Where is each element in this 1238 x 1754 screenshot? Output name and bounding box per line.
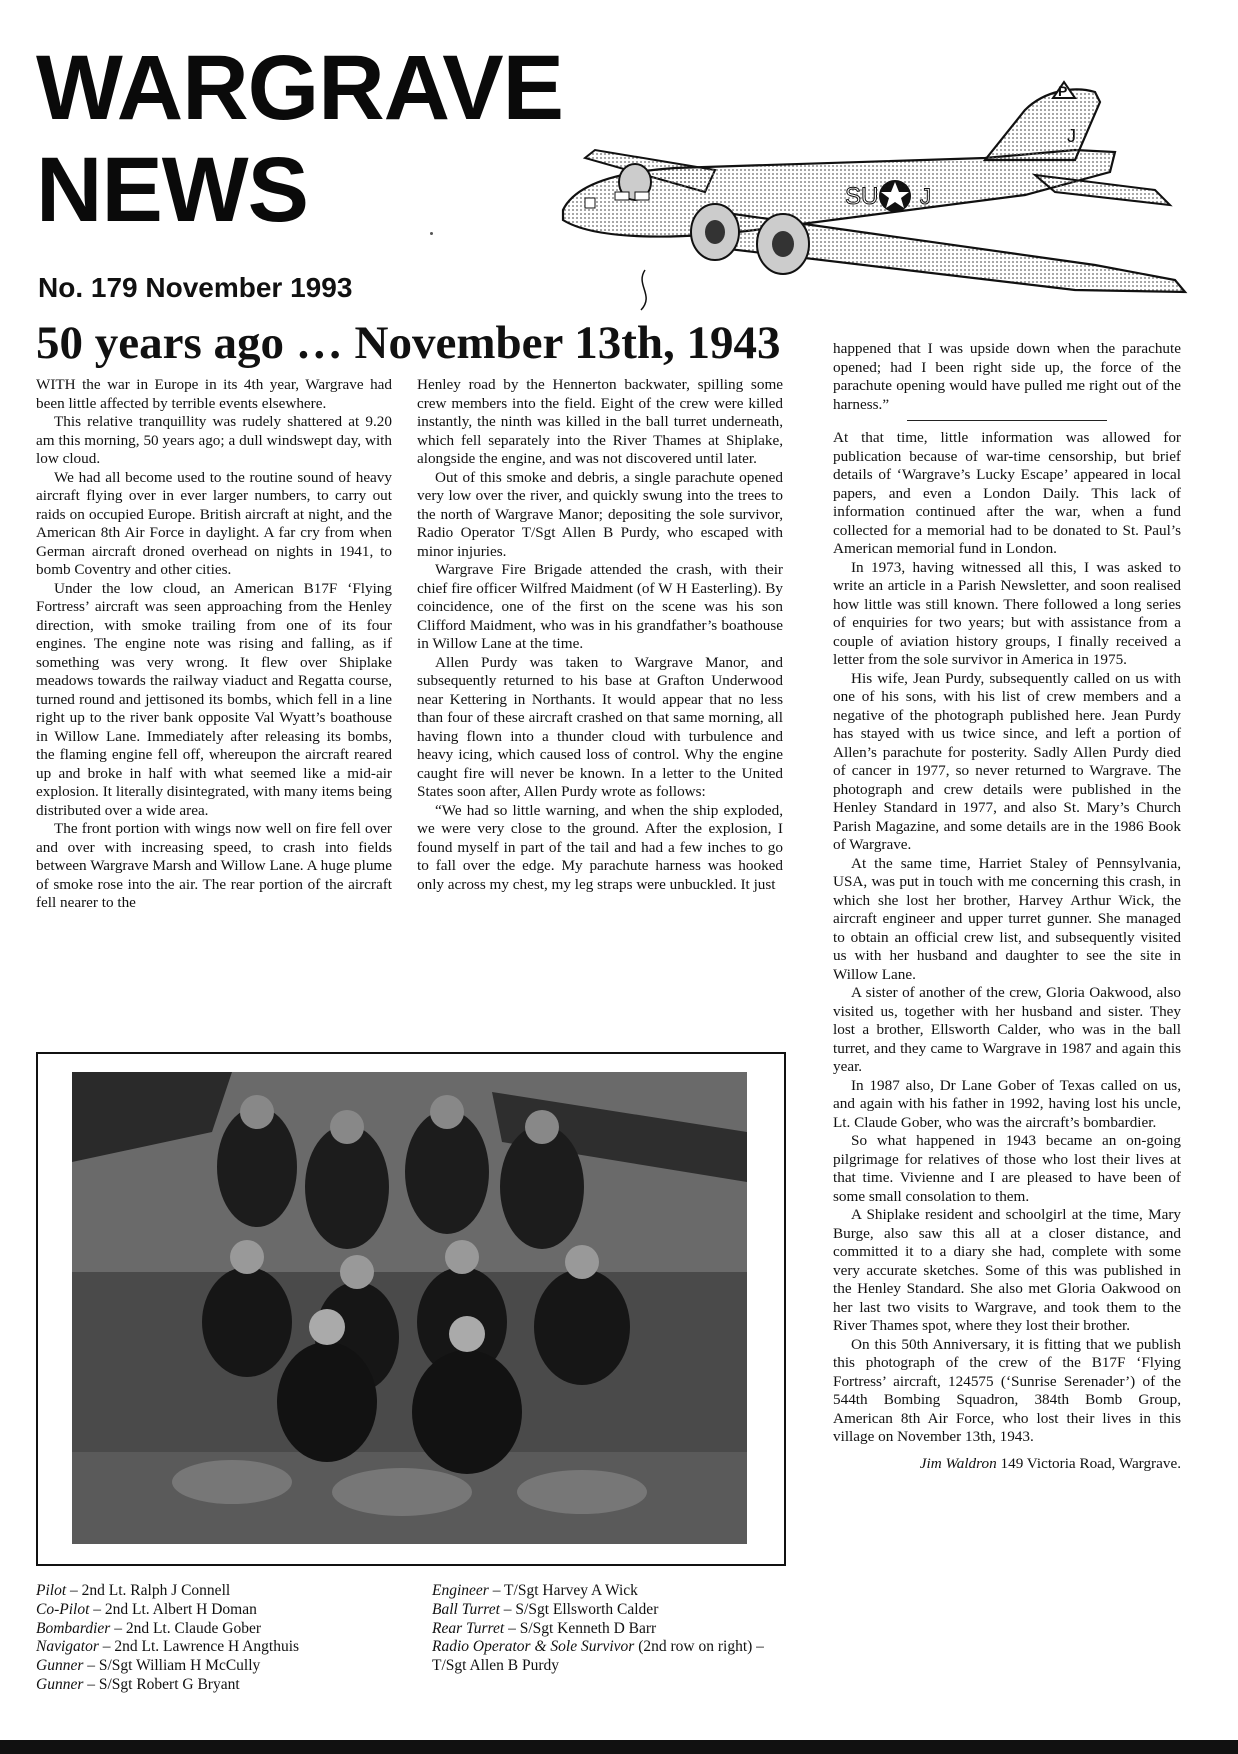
paragraph: A sister of another of the crew, Gloria Oakwood, also visited us, together with her husband and sister. They lost a brother, Ellsworth Calder, who was in the ball turret, and they came to Wargrave in 1987 and again this year. [833,984,1181,1075]
signature [833,1455,1181,1474]
caption-name: – 2nd Lt. Claude Gober [110,1619,262,1637]
caption-name: – 2nd Lt. Ralph J Connell [66,1582,231,1599]
fuselage-code: SU [845,183,879,210]
caption-role: Gunner [36,1657,84,1675]
caption-line [36,1657,396,1676]
caption-line [432,1582,792,1601]
fuselage-letter: J [920,184,931,209]
paragraph: Under the low cloud, an American B17F ‘Flying Fortress’ aircraft was seen approaching from the Henley direction, with smoke trailing from one of its four engines. The engine note was rising and falling, as if something was very wrong. It flew over Shiplake meadows towards the railway viaduct and Regatta course, turned round and jettisoned its bombs, which fell in a line right up to the river bank opposite Val Wyatt’s boathouse in Willow Lane. Immediately after releasing its bombs, the flaming engine fell off, whereupon the aircraft reared up and broke in half with what seemed like a mid-air explosion. It literally disintegrated, with many items being distributed over a wide area. [36,579,392,819]
paragraph: In 1973, having witnessed all this, I was asked to write an article in a Parish Newsletter, and soon realised how little was still known. There followed a long series of enquiries for two years; but with assistance from a couple of aviation history groups, I finally received a letter from the sole survivor in America in 1975. [833,558,1181,668]
caption-role: Navigator [36,1638,99,1656]
issue-line: No. 179 November 1993 [38,272,353,303]
paragraph: A Shiplake resident and schoolgirl at the time, Mary Burge, also saw this all at a closer distance, and committed it to a diary she had, complete with some very accurate sketches. Some of this was published in the Henley Standard. She also met Gloria Oakwood on her last two visits to Wargrave, and took them to the River Thames spot, where they lost their brother. [833,1206,1181,1334]
article-column-1 [36,376,392,913]
article-column-2 [417,376,783,894]
caption-line [432,1601,792,1620]
caption-name: – 2nd Lt. Albert H Doman [89,1600,257,1618]
headline: 50 years ago … November 13th, 1943 [36,317,781,369]
caption-line [432,1638,792,1676]
paragraph: At that time, little information was allowed for publication because of war-time censorship, but brief details of ‘Wargrave’s Lucky Escape’ appeared in local papers, and even a London Daily. This lack of information continued after the war, when a fund collected for a memorial had to be donated to St. Paul’s American memorial fund in London. [833,429,1181,557]
b17-plane-illustration [555,80,1195,330]
caption-role: Ball Turret [432,1600,500,1618]
tail-letter: P [1058,83,1068,99]
paragraph: In 1987 also, Dr Lane Gober of Texas called on us, and again with his father in 1992, having lost his uncle, Lt. Claude Gober, who was the aircraft’s bombardier. [833,1076,1181,1131]
paragraph: “We had so little warning, and when the ship exploded, we were very close to the ground. After the explosion, I found myself in part of the tail and had a few inches to go to fall over the edge. My parachute harness was hooked only across my chest, my leg straps were unbuckled. It just [417,801,783,893]
paragraph: happened that I was upside down when the parachute opened; had I been right side up, the force of the parachute opening would have pulled me right out of the harness.” [833,340,1181,413]
paragraph: The front portion with wings now well on fire fell over and over with increasing speed, to crash into fields between Wargrave Marsh and Willow Lane. A huge plume of smoke rose into the air. The rear portion of the aircraft fell nearer to the [36,820,392,911]
caption-name: – S/Sgt Robert G Bryant [83,1675,240,1693]
caption-right [432,1582,792,1676]
paragraph: Wargrave Fire Brigade attended the crash, with their chief fire officer Wilfred Maidment (of W H Easterling). By coincidence, one of the first on the scene was his son Clifford Maidment, who was in his grandfather’s boathouse in Willow Lane at the time. [417,561,783,652]
caption-name: – 2nd Lt. Lawrence H Angthuis [98,1638,300,1656]
paragraph: At the same time, Harriet Staley of Pennsylvania, USA, was put in touch with me concerning this crash, in which she lost her brother, Harvey Arthur Wick, the aircraft engineer and upper turret gunner. She managed to obtain an official crew list, and subsequently visited us with her husband and daughter to see the site in Willow Lane. [833,854,1181,983]
paragraph: His wife, Jean Purdy, subsequently called on us with one of his sons, with his list of crew members and a negative of the photograph published here. Jean Purdy has stayed with us twice since, and left a portion of Allen’s parachute for posterity. Sadly Allen Purdy died of cancer in 1977, so never returned to Wargrave. The photograph and crew details were published in the Henley Standard in 1977, and also St. Mary’s Church Parish Magazine, and some details are in the 1986 Book of Wargrave. [833,669,1181,853]
caption-role: Pilot [36,1582,67,1599]
caption-name: – S/Sgt Ellsworth Calder [499,1600,659,1618]
signature-name: Jim Waldron [919,1454,997,1472]
divider [907,420,1107,421]
paragraph: We had all become used to the routine sound of heavy aircraft flying over in ever larger numbers, to carry out raids on occupied Europe. British aircraft at night, and the American 8th Air Force in daylight. A far cry from when German aircraft droned overhead on nights in 1941, to bomb Coventry and other cities. [36,468,392,578]
caption-role: Radio Operator & Sole Survivor [432,1638,635,1656]
masthead [36,37,563,241]
caption-name: – S/Sgt William H McCully [83,1657,261,1675]
caption-line [36,1676,396,1695]
print-speck [430,232,433,235]
paragraph: Allen Purdy was taken to Wargrave Manor, and subsequently returned to his base at Grafton Underwood near Kettering in Northants. It would appear that no less than four of these aircraft crashed on that same morning, all having flown into a thunder cloud with turbulence and heavy icing, which caused loss of control. Why the engine caught fire will never be known. In a letter to the United States soon after, Allen Purdy wrote as follows: [417,653,783,800]
masthead-line1: WARGRAVE [36,37,563,139]
caption-role: Co-Pilot [36,1600,90,1618]
caption-name: – T/Sgt Harvey A Wick [488,1582,638,1599]
caption-line [432,1620,792,1639]
caption-line [36,1582,396,1601]
caption-name: (2nd row on right) – T/Sgt Allen B Purdy [432,1638,764,1675]
paragraph: Out of this smoke and debris, a single parachute opened very low over the river, and quickly swung into the trees to the north of Wargrave Manor; depositing the sole survivor, Radio Operator T/Sgt Allen B Purdy, who escaped with minor injuries. [417,468,783,560]
caption-role: Rear Turret [432,1619,505,1637]
caption-line [36,1638,396,1657]
signature-address: 149 Victoria Road, Wargrave. [996,1454,1181,1472]
tail-code: J [1067,126,1076,146]
paragraph: This relative tranquillity was rudely shattered at 9.20 am this morning, 50 years ago; a dull windswept day, with low cloud. [36,413,392,467]
paragraph: WITH the war in Europe in its 4th year, Wargrave had been little affected by terrible events elsewhere. [36,376,392,412]
article-column-3 [833,340,1181,1473]
paragraph: Henley road by the Hennerton backwater, spilling some crew members into the field. Eight of the crew were killed instantly, the ninth was killed in the ball turret underneath, which fell separately into the River Thames at Shiplake, alongside the engine, and was not discovered until later. [417,376,783,467]
caption-left [36,1582,396,1695]
caption-line [36,1620,396,1639]
paragraph: On this 50th Anniversary, it is fitting that we publish this photograph of the crew of the B17F ‘Flying Fortress’ aircraft, 124575 (‘Sunrise Serenader’) of the 544th Bombing Squadron, 384th Bomb Group, American 8th Air Force, who lost their lives in this village on November 13th, 1943. [833,1335,1181,1445]
masthead-line2: NEWS [36,139,308,241]
caption-line [36,1601,396,1620]
crew-photo-frame [36,1052,786,1566]
caption-role: Engineer [432,1582,489,1599]
scan-edge-bar [0,1740,1238,1754]
paragraph: So what happened in 1943 became an on-going pilgrimage for relatives of those who lost their lives at that time. Vivienne and I are pleased to have been of some small consolation to them. [833,1132,1181,1205]
caption-role: Gunner [36,1675,84,1693]
caption-role: Bombardier [36,1619,111,1637]
caption-name: – S/Sgt Kenneth D Barr [504,1619,657,1637]
crew-photo [72,1072,747,1544]
